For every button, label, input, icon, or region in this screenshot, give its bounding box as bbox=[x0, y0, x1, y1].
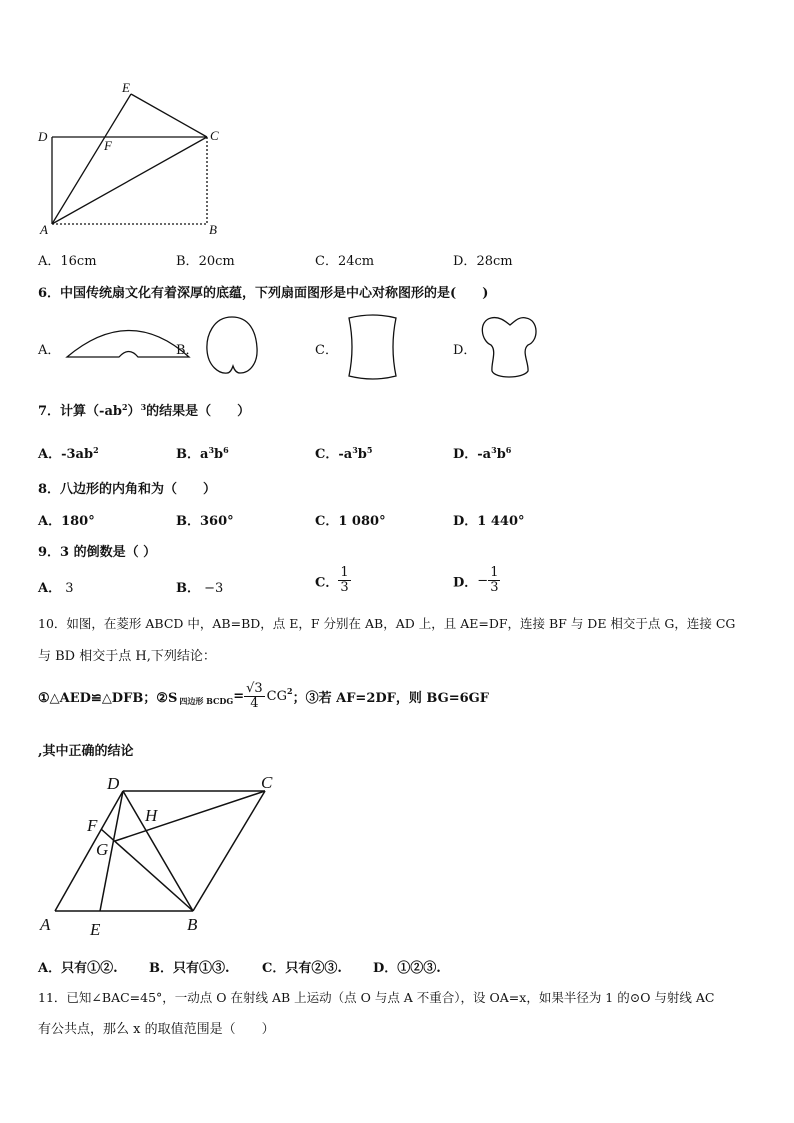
minus-sign: − bbox=[477, 573, 489, 589]
option-sup: 6 bbox=[223, 445, 229, 455]
option-base: b bbox=[214, 447, 224, 462]
option-base: -a bbox=[338, 447, 353, 462]
q10-option-a[interactable] bbox=[38, 957, 118, 976]
option-letter: C． bbox=[315, 447, 339, 462]
label-B: B bbox=[187, 915, 198, 934]
option-letter: D． bbox=[453, 575, 478, 591]
seg-AD bbox=[55, 791, 123, 911]
q7-exp: 2 bbox=[121, 402, 128, 412]
seg-CB bbox=[193, 791, 265, 911]
q7-exp: 3 bbox=[140, 402, 147, 412]
label-E: E bbox=[90, 920, 101, 939]
option-base: -a bbox=[477, 447, 492, 462]
label-H: H bbox=[145, 806, 158, 825]
option-base: a bbox=[200, 447, 209, 462]
subscript: 四边形 BCDG bbox=[179, 696, 234, 707]
q10-stem-line2: 与 BD 相交于点 H,下列结论： bbox=[38, 649, 216, 664]
label-E: E bbox=[122, 80, 130, 95]
option-letter: B． bbox=[176, 581, 200, 596]
option-letter: B． bbox=[149, 961, 173, 976]
option-letter: A． bbox=[38, 447, 62, 462]
q10-stem-line1: 10．如图，在菱形 ABCD 中，AB=BD，点 E，F 分别在 AB，AD 上，且 AE=DF，连接 BF 与 DE 相交于点 G，连接 CG bbox=[38, 616, 736, 631]
option-text: 1 080° bbox=[338, 514, 386, 529]
option-text: 只有②③. bbox=[285, 961, 342, 976]
option-letter: D． bbox=[453, 447, 478, 462]
option-text: −3 bbox=[204, 581, 224, 596]
q6-option-a-letter[interactable]: A． bbox=[38, 343, 61, 358]
q11-stem-line2: 有公共点，那么 x 的取值范围是（ ） bbox=[38, 1022, 275, 1037]
q6-option-c-letter[interactable]: C． bbox=[315, 343, 338, 358]
q11-stem-line1: 11．已知∠BAC=45°，一动点 O 在射线 AB 上运动（点 O 与点 A 不重合），设 OA=x，如果半径为 1 的⊙O 与射线 AC bbox=[38, 990, 715, 1005]
q10-option-c[interactable] bbox=[262, 957, 342, 976]
option-letter: C． bbox=[315, 575, 339, 591]
option-base: b bbox=[357, 447, 367, 462]
option-letter: A． bbox=[38, 581, 62, 596]
option-text: 只有①②. bbox=[61, 961, 118, 976]
option-letter: D． bbox=[453, 514, 478, 529]
fraction-numerator: √3 bbox=[246, 681, 263, 696]
option-letter: D． bbox=[373, 961, 398, 976]
option-text: 24cm bbox=[337, 254, 375, 269]
seg-DB bbox=[123, 791, 193, 911]
option-text: 180° bbox=[61, 514, 95, 529]
option-sup: 6 bbox=[505, 445, 512, 455]
option-text: 360° bbox=[200, 514, 234, 529]
label-F: F bbox=[87, 816, 98, 835]
label-B: B bbox=[209, 222, 217, 237]
q6-option-b-letter[interactable]: B． bbox=[176, 343, 199, 358]
option-text: 1 440° bbox=[477, 514, 525, 529]
q8-stem: 8．八边形的内角和为（ ） bbox=[38, 482, 217, 497]
option-text: 20cm bbox=[198, 254, 235, 269]
label-F: F bbox=[104, 138, 112, 153]
fraction-denominator: 3 bbox=[490, 580, 499, 596]
option-letter: A． bbox=[38, 514, 62, 529]
option-letter: C． bbox=[262, 961, 286, 976]
option-letter: B． bbox=[176, 514, 200, 529]
fraction-denominator: 4 bbox=[250, 696, 259, 712]
q7-stem-prefix: 7．计算（-ab bbox=[38, 404, 122, 419]
option-letter: D． bbox=[453, 254, 477, 269]
option-text: ①②③. bbox=[397, 961, 441, 976]
option-base: b bbox=[496, 447, 506, 462]
label-A: A bbox=[40, 915, 51, 934]
label-D: D bbox=[38, 129, 48, 144]
option-base: -3ab bbox=[61, 447, 94, 462]
option-letter: A． bbox=[38, 961, 62, 976]
option-letter: B． bbox=[176, 254, 199, 269]
conclusion-part: ；③若 AF=2DF，则 BG=6GF bbox=[292, 691, 490, 707]
option-sup: 3 bbox=[352, 445, 358, 455]
q6-stem: 6．中国传统扇文化有着深厚的底蕴，下列扇面图形是中心对称图形的是( ) bbox=[38, 286, 489, 301]
option-letter: A． bbox=[38, 254, 61, 269]
q7-stem-suffix: 的结果是（ ） bbox=[146, 404, 251, 419]
q10-tail: ,其中正确的结论 bbox=[38, 744, 134, 759]
option-letter: B． bbox=[176, 447, 200, 462]
label-G: G bbox=[96, 840, 109, 859]
option-letter: C． bbox=[315, 254, 338, 269]
conclusion-part: ①△AED≌△DFB；②S bbox=[38, 691, 178, 707]
option-sup: 5 bbox=[366, 445, 373, 455]
label-C: C bbox=[210, 128, 219, 143]
option-text: 只有①③. bbox=[173, 961, 230, 976]
q10-option-d[interactable] bbox=[373, 957, 441, 976]
option-text: 16cm bbox=[60, 254, 97, 269]
q10-option-b[interactable] bbox=[149, 957, 230, 976]
fraction-denominator: 3 bbox=[340, 580, 349, 596]
option-sup: 3 bbox=[208, 445, 215, 455]
label-D: D bbox=[107, 774, 120, 793]
label-A: A bbox=[40, 222, 48, 237]
option-text: 3 bbox=[65, 581, 74, 596]
option-sup: 2 bbox=[93, 445, 99, 455]
fraction-numerator: 1 bbox=[490, 565, 499, 580]
option-letter: C． bbox=[315, 514, 339, 529]
q7-stem-mid: ） bbox=[127, 404, 141, 419]
equals-sign: = bbox=[233, 689, 245, 705]
q9-stem: 9．3 的倒数是（ ） bbox=[38, 545, 157, 560]
option-text: 28cm bbox=[476, 254, 513, 269]
label-C: C bbox=[261, 773, 273, 792]
option-sup: 3 bbox=[491, 445, 497, 455]
q6-option-d-letter[interactable]: D． bbox=[453, 343, 477, 358]
seg-FB bbox=[101, 829, 193, 911]
fraction-numerator: 1 bbox=[340, 565, 349, 580]
exponent: 2 bbox=[287, 686, 293, 696]
conclusion-part: CG bbox=[266, 689, 288, 705]
